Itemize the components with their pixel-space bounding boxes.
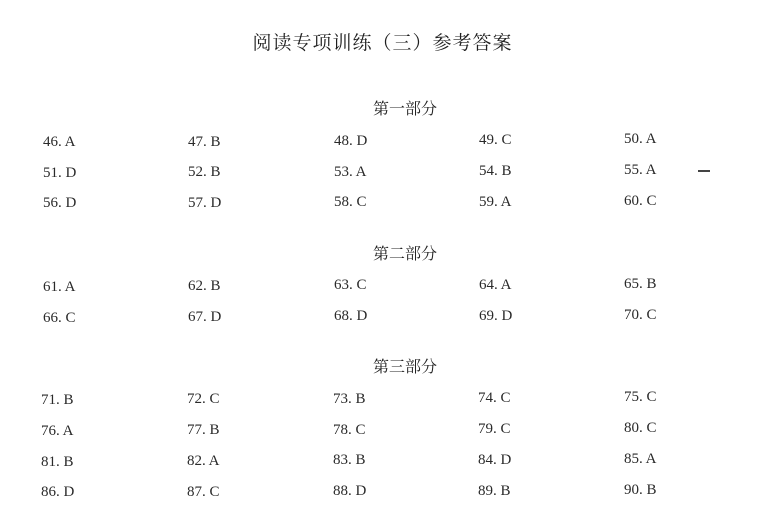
- answer-84: 84. D: [478, 452, 512, 468]
- answer-65: 65. B: [624, 276, 657, 292]
- answer-74: 74. C: [478, 390, 511, 406]
- answer-47: 47. B: [188, 134, 221, 150]
- answer-68: 68. D: [334, 308, 368, 324]
- answer-89: 89. B: [478, 483, 511, 499]
- answer-77: 77. B: [187, 422, 220, 438]
- answer-80: 80. C: [624, 420, 657, 436]
- answer-69: 69. D: [479, 308, 513, 324]
- answer-51: 51. D: [43, 165, 77, 181]
- answer-85: 85. A: [624, 451, 657, 467]
- answer-50: 50. A: [624, 131, 657, 147]
- answer-61: 61. A: [43, 279, 76, 295]
- answer-71: 71. B: [41, 392, 74, 408]
- answer-63: 63. C: [334, 277, 367, 293]
- answer-56: 56. D: [43, 195, 77, 211]
- answer-87: 87. C: [187, 484, 220, 500]
- answer-90: 90. B: [624, 482, 657, 498]
- answer-82: 82. A: [187, 453, 220, 469]
- answer-52: 52. B: [188, 164, 221, 180]
- answer-86: 86. D: [41, 484, 75, 500]
- answer-66: 66. C: [43, 310, 76, 326]
- answer-78: 78. C: [333, 422, 366, 438]
- answer-73: 73. B: [333, 391, 366, 407]
- answer-79: 79. C: [478, 421, 511, 437]
- answer-75: 75. C: [624, 389, 657, 405]
- answer-54: 54. B: [479, 163, 512, 179]
- answer-70: 70. C: [624, 307, 657, 323]
- answer-55: 55. A: [624, 162, 657, 178]
- answer-62: 62. B: [188, 278, 221, 294]
- answer-58: 58. C: [334, 194, 367, 210]
- answer-64: 64. A: [479, 277, 512, 293]
- stray-mark: [698, 170, 710, 172]
- answer-59: 59. A: [479, 194, 512, 210]
- answer-49: 49. C: [479, 132, 512, 148]
- answer-57: 57. D: [188, 195, 222, 211]
- answer-81: 81. B: [41, 454, 74, 470]
- answer-67: 67. D: [188, 309, 222, 325]
- section-heading-2: 第二部分: [372, 244, 437, 263]
- page-title: 阅读专项训练（三）参考答案: [252, 32, 513, 54]
- answer-83: 83. B: [333, 452, 366, 468]
- section-heading-3: 第三部分: [372, 357, 437, 376]
- answer-46: 46. A: [43, 134, 76, 150]
- answer-76: 76. A: [41, 423, 74, 439]
- answer-88: 88. D: [333, 483, 367, 499]
- section-heading-1: 第一部分: [372, 99, 437, 118]
- answer-60: 60. C: [624, 193, 657, 209]
- answer-72: 72. C: [187, 391, 220, 407]
- answer-48: 48. D: [334, 133, 368, 149]
- answer-53: 53. A: [334, 164, 367, 180]
